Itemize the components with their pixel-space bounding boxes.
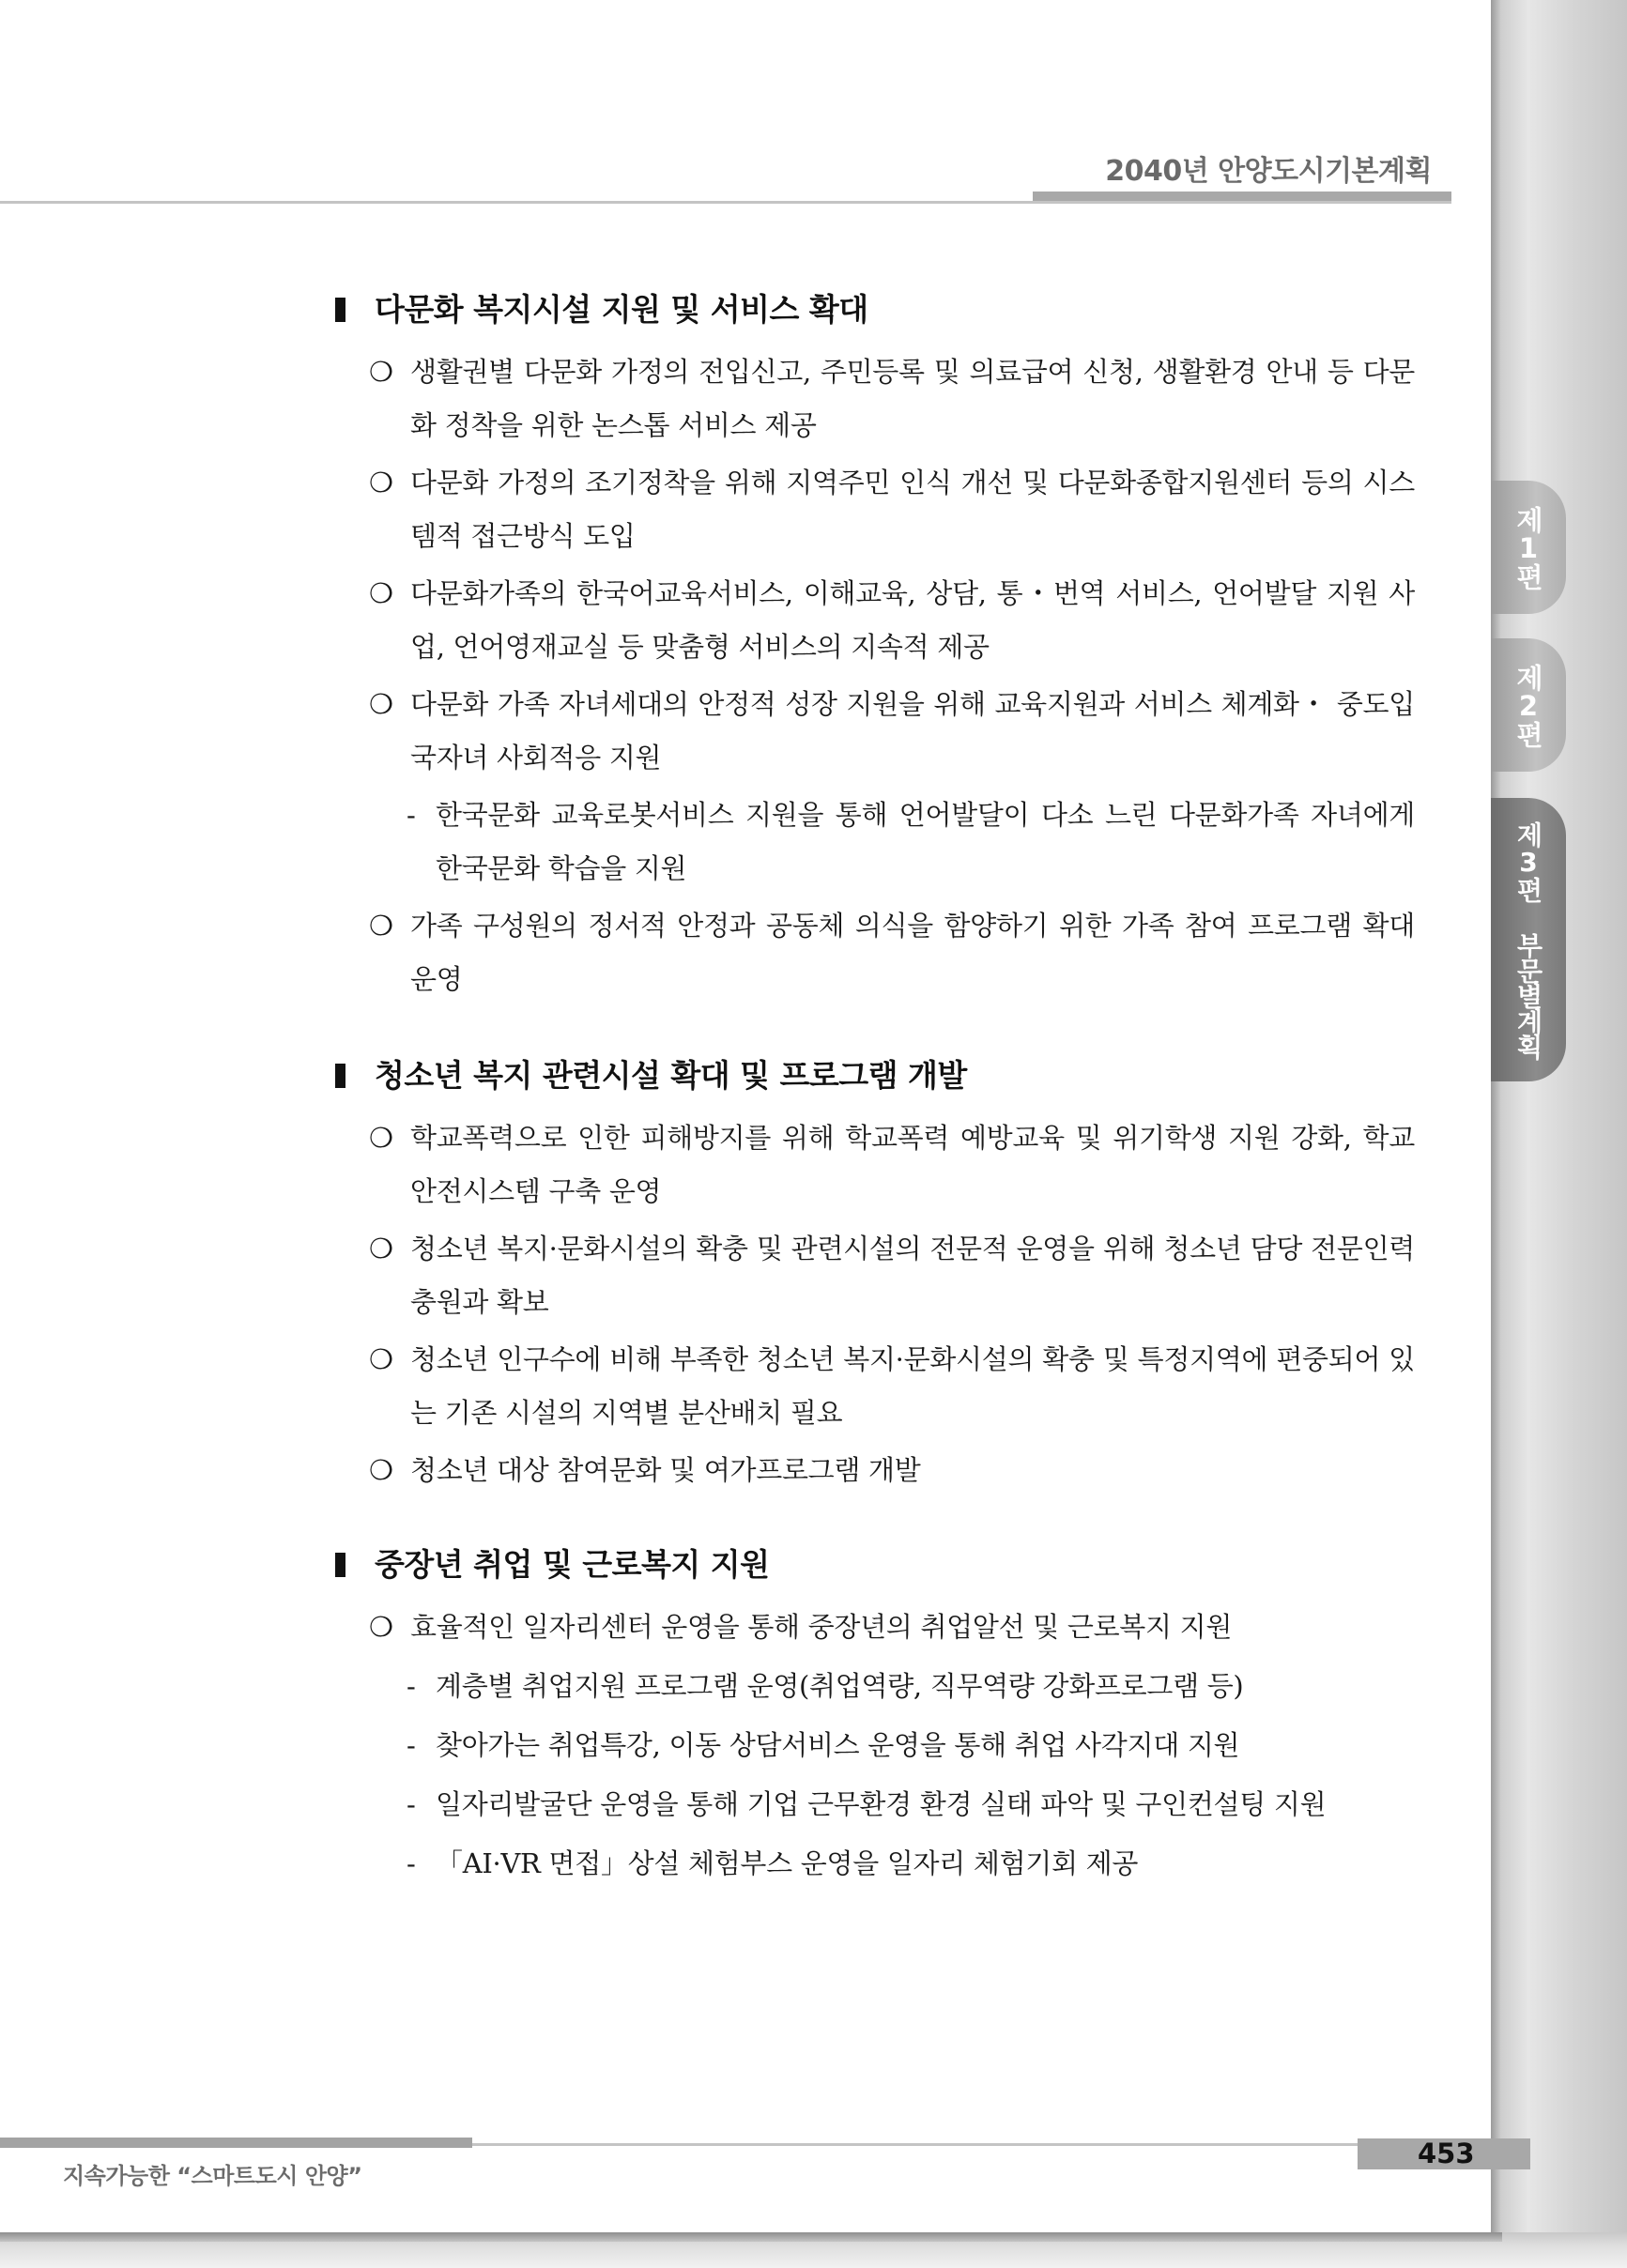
- section-multicultural: [335, 291, 1415, 1006]
- side-tab-label: 제3편 부문별계획: [1512, 820, 1544, 1059]
- list-item-text: 청소년 인구수에 비해 부족한 청소년 복지·문화시설의 확충 및 특정지역에 편중되어 있는 기존 시설의 지역별 분산배치 필요: [410, 1343, 1415, 1429]
- list-item-text: 가족 구성원의 정서적 안정과 공동체 의식을 함양하기 위한 가족 참여 프로그램 확대 운영: [410, 910, 1415, 995]
- list-item-text: 다문화 가정의 조기정착을 위해 지역주민 인식 개선 및 다문화종합지원센터 등의 시스템적 접근방식 도입: [410, 467, 1415, 552]
- sub-list-item: [335, 1837, 1415, 1891]
- list-item: [335, 456, 1415, 563]
- list-item-text: 계층별 취업지원 프로그램 운영(취업역량, 직무역량 강화프로그램 등): [436, 1670, 1244, 1702]
- page-edge-bottom-shadow: [0, 2232, 1502, 2242]
- dash-bullet: -: [407, 1729, 416, 1761]
- sub-list-item: [335, 1660, 1415, 1713]
- list-item-text: 다문화가족의 한국어교육서비스, 이해교육, 상담, 통・번역 서비스, 언어발달 지원 사업, 언어영재교실 등 맞춤형 서비스의 지속적 제공: [410, 577, 1415, 663]
- list-item: [335, 678, 1415, 785]
- footer-title: 지속가능한 “스마트도시 안양”: [63, 2163, 362, 2189]
- circle-bullet-icon: ❍: [369, 688, 393, 720]
- section-middle-aged-employment: [335, 1546, 1415, 1891]
- sub-list-item: [335, 789, 1415, 896]
- list-item-text: 일자리발굴단 운영을 통해 기업 근무환경 환경 실태 파악 및 구인컨설팅 지원: [436, 1788, 1327, 1820]
- page-edge-right: [1491, 0, 1627, 2268]
- list-item-text: 청소년 대상 참여문화 및 여가프로그램 개발: [410, 1454, 921, 1486]
- side-tab-part-2[interactable]: [1491, 638, 1566, 772]
- list-item: [335, 345, 1415, 452]
- circle-bullet-icon: ❍: [369, 1233, 393, 1264]
- list-item-text: 한국문화 교육로봇서비스 지원을 통해 언어발달이 다소 느린 다문화가족 자녀에게 한국문화 학습을 지원: [436, 799, 1415, 884]
- list-item-text: 다문화 가족 자녀세대의 안정적 성장 지원을 위해 교육지원과 서비스 체계화・ 중도입국자녀 사회적응 지원: [410, 688, 1415, 774]
- circle-bullet-icon: ❍: [369, 577, 393, 609]
- section-heading: [335, 1057, 1415, 1095]
- page-edge-right-shadow: [1491, 0, 1500, 2244]
- list-item-text: 생활권별 다문화 가정의 전입신고, 주민등록 및 의료급여 신청, 생활환경 안내 등 다문화 정착을 위한 논스톱 서비스 제공: [410, 356, 1415, 441]
- list-item: [335, 1601, 1415, 1654]
- list-item-text: 청소년 복지·문화시설의 확충 및 관련시설의 전문적 운영을 위해 청소년 담당 전문인력 충원과 확보: [410, 1233, 1415, 1318]
- circle-bullet-icon: ❍: [369, 910, 393, 942]
- list-item: [335, 1111, 1415, 1218]
- page-header-title: 2040년 안양도시기본계획: [1105, 155, 1432, 188]
- section-heading-text: 중장년 취업 및 근로복지 지원: [375, 1546, 770, 1583]
- dash-bullet: -: [407, 1847, 416, 1879]
- heading-bar-icon: [335, 1064, 345, 1088]
- list-item: [335, 899, 1415, 1006]
- list-item: [335, 567, 1415, 674]
- header-rule: [0, 201, 1451, 204]
- list-item-text: 찾아가는 취업특강, 이동 상담서비스 운영을 통해 취업 사각지대 지원: [436, 1729, 1240, 1761]
- circle-bullet-icon: ❍: [369, 467, 393, 498]
- dash-bullet: -: [407, 799, 416, 831]
- side-tab-part-3-active[interactable]: [1491, 798, 1566, 1081]
- section-heading-text: 다문화 복지시설 지원 및 서비스 확대: [375, 291, 868, 328]
- footer-rule-thick: [0, 2138, 472, 2148]
- list-item-text: 효율적인 일자리센터 운영을 통해 중장년의 취업알선 및 근로복지 지원: [410, 1611, 1233, 1643]
- section-heading: [335, 1546, 1415, 1584]
- sub-list-item: [335, 1719, 1415, 1772]
- list-item: [335, 1222, 1415, 1329]
- circle-bullet-icon: ❍: [369, 1611, 393, 1643]
- section-heading: [335, 291, 1415, 329]
- section-youth: [335, 1057, 1415, 1497]
- heading-bar-icon: [335, 298, 345, 322]
- page-number: 453: [1418, 2138, 1475, 2169]
- circle-bullet-icon: ❍: [369, 1122, 393, 1154]
- dash-bullet: -: [407, 1670, 416, 1702]
- side-tab-label: 제2편: [1512, 663, 1544, 747]
- circle-bullet-icon: ❍: [369, 356, 393, 388]
- circle-bullet-icon: ❍: [369, 1343, 393, 1375]
- heading-bar-icon: [335, 1553, 345, 1577]
- list-item-text: 학교폭력으로 인한 피해방지를 위해 학교폭력 예방교육 및 위기학생 지원 강화, 학교 안전시스템 구축 운영: [410, 1122, 1415, 1207]
- list-item: [335, 1444, 1415, 1497]
- circle-bullet-icon: ❍: [369, 1454, 393, 1486]
- list-item: [335, 1333, 1415, 1440]
- dash-bullet: -: [407, 1788, 416, 1820]
- sub-list-item: [335, 1778, 1415, 1831]
- side-tab-part-1[interactable]: [1491, 481, 1566, 614]
- section-heading-text: 청소년 복지 관련시설 확대 및 프로그램 개발: [375, 1057, 967, 1094]
- side-tab-label: 제1편: [1512, 505, 1544, 590]
- list-item-text: 「AI·VR 면접」상설 체험부스 운영을 일자리 체험기회 제공: [436, 1847, 1139, 1879]
